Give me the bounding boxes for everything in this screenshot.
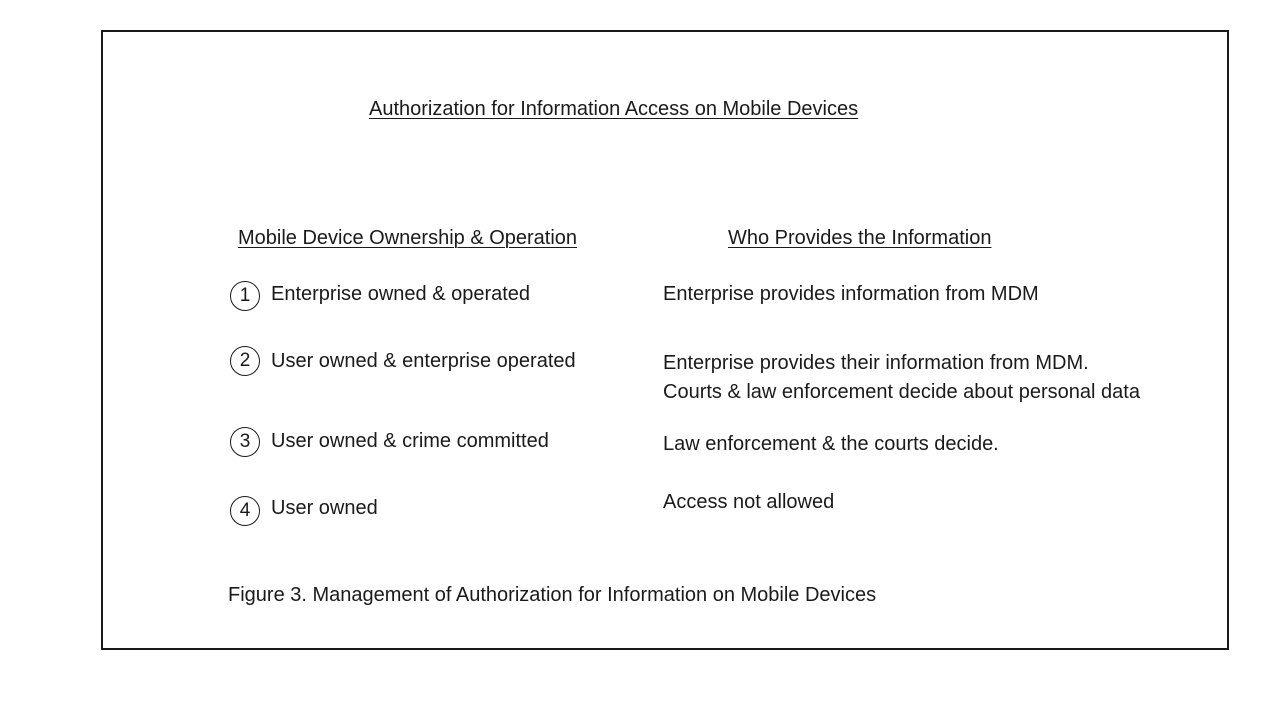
provider-item-1: Enterprise provides information from MDM [663,283,1039,305]
ownership-column-header: Mobile Device Ownership & Operation [238,227,578,249]
provider-item-2-line-1: Enterprise provides their information from MDM. [663,352,1089,374]
row-number-badge-4: 4 [230,496,260,526]
figure-caption: Figure 3. Management of Authorization for Information on Mobile Devices [228,584,877,606]
diagram-title: Authorization for Information Access on Mobile Devices [369,98,859,120]
provider-item-2-line-2: Courts & law enforcement decide about personal data [663,381,1140,403]
row-number-badge-1: 1 [230,281,260,311]
ownership-item-4: User owned [271,497,378,519]
row-number-badge-2: 2 [230,346,260,376]
ownership-item-2: User owned & enterprise operated [271,350,576,372]
row-number-badge-3: 3 [230,427,260,457]
ownership-item-3: User owned & crime committed [271,430,549,452]
diagram-frame [101,30,1229,650]
provider-column-header: Who Provides the Information [728,227,992,249]
ownership-item-1: Enterprise owned & operated [271,283,531,305]
provider-item-3: Law enforcement & the courts decide. [663,433,999,455]
provider-item-4: Access not allowed [663,491,835,513]
